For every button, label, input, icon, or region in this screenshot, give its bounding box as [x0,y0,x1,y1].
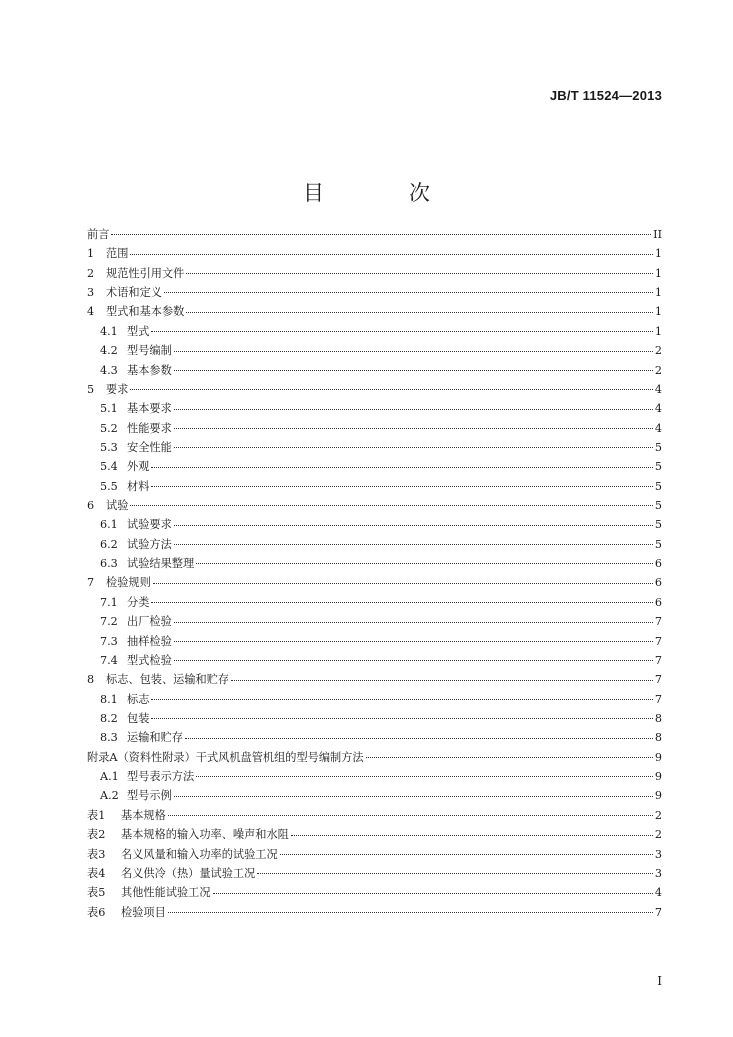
toc-entry-title: 基本要求 [127,402,172,416]
toc-entry[interactable] [87,573,662,592]
toc-entry-page: 4 [654,421,662,435]
toc-entry-title: 检验项目 [121,905,166,919]
toc-entry-number: 7.1 [100,595,118,609]
toc-entry-page: 2 [654,363,662,377]
toc-dot-leader [174,659,653,661]
toc-entry-title: 试验要求 [127,518,172,532]
toc-entry-page: 1 [654,266,662,280]
toc-entry-number: 5.1 [100,402,118,416]
toc-entry-number: 5.2 [100,421,118,435]
toc-dot-leader [151,485,652,487]
toc-entry-page: 1 [654,286,662,300]
toc-entry-number: 3 [87,286,95,300]
page-number: I [657,974,662,988]
toc-entry[interactable] [87,283,662,302]
toc-entry-title: 试验 [106,499,129,513]
toc-entry-title: 术语和定义 [106,286,162,300]
toc-entry-title: 包装 [127,711,150,725]
toc-entry[interactable] [87,903,662,922]
toc-entry-page: 2 [654,808,662,822]
toc-dot-leader [366,756,653,758]
toc-entry-title: 其他性能试验工况 [121,886,211,900]
toc-dot-leader [174,369,653,371]
toc-entry-page: 1 [654,305,662,319]
toc-dot-leader [130,253,652,255]
toc-entry-number: 表4 [87,866,106,880]
toc-entry-title: 名义供冷（热）量试验工况 [121,866,256,880]
toc-entry-page: 8 [654,711,662,725]
toc-dot-leader [130,388,652,390]
toc-entry-title: 运输和贮存 [127,731,183,745]
toc-dot-leader [151,330,652,332]
toc-entry-title: 抽样检验 [127,634,172,648]
toc-entry-title: 基本规格 [121,808,166,822]
toc-dot-leader [151,601,652,603]
toc-entry-page: 1 [654,247,662,261]
toc-dot-leader [174,350,653,352]
toc-entry-number: 8.1 [100,692,118,706]
toc-entry[interactable] [87,244,662,263]
toc-entry-number: 7 [87,576,95,590]
toc-entry-title: 附录A（资料性附录）干式风机盘管机组的型号编制方法 [87,750,364,764]
toc-entry[interactable] [87,496,662,515]
toc-entry-page: 8 [654,731,662,745]
toc-entry-title: 材料 [127,479,150,493]
toc-entry-number: 5.3 [100,440,118,454]
toc-entry-number: 6 [87,499,95,513]
toc-entry-title: 规范性引用文件 [106,266,185,280]
toc-entry-page: 6 [654,557,662,571]
toc-entry-page: 7 [654,673,662,687]
toc-entry[interactable] [87,767,662,786]
toc-entry-number: A.1 [100,770,119,784]
toc-entry-title: 外观 [127,460,150,474]
toc-dot-leader [174,543,653,545]
toc-entry-number: 1 [87,247,95,261]
toc-entry-number: 表5 [87,886,106,900]
toc-entry[interactable] [87,806,662,825]
toc-entry-number: 2 [87,266,95,280]
toc-entry-page: 7 [654,905,662,919]
toc-entry-number: 7.2 [100,615,118,629]
toc-dot-leader [151,466,652,468]
toc-entry-title: 要求 [106,382,129,396]
toc-entry-title: 型号示例 [127,789,172,803]
toc-entry-title: 型式和基本参数 [106,305,185,319]
toc-entry-title: 名义风量和输入功率的试验工况 [121,847,278,861]
toc-entry-number: 6.2 [100,537,118,551]
toc-entry[interactable] [87,457,662,476]
toc-entry-number: 7.3 [100,634,118,648]
toc-entry[interactable] [87,670,662,689]
toc-entry[interactable] [87,477,662,496]
toc-entry-title: 性能要求 [127,421,172,435]
toc-entry-title: 型号编制 [127,344,172,358]
toc-entry[interactable] [87,380,662,399]
toc-entry-page: 4 [654,886,662,900]
toc-entry-page: 3 [654,847,662,861]
toc-entry[interactable] [87,399,662,418]
toc-dot-leader [186,311,653,313]
toc-entry-title: 试验方法 [127,537,172,551]
toc-dot-leader [164,291,653,293]
toc-dot-leader [280,853,653,855]
toc-entry[interactable] [87,651,662,670]
toc-entry-title: 标志 [127,692,150,706]
toc-entry-title: 试验结果整理 [127,557,195,571]
toc-entry[interactable] [87,361,662,380]
toc-entry-number: 5.5 [100,479,118,493]
toc-entry-page: II [653,228,662,241]
toc-entry-title: 前言 [87,228,110,241]
toc-entry[interactable] [87,709,662,728]
toc-entry-page: 5 [654,499,662,513]
toc-dot-leader [151,698,652,700]
toc-entry-title: 出厂检验 [127,615,172,629]
toc-entry[interactable] [87,515,662,534]
toc-entry-number: 6.1 [100,518,118,532]
toc-entry-number: 7.4 [100,653,118,667]
toc-dot-leader [174,640,653,642]
toc-entry[interactable] [87,225,662,244]
toc-entry-number: 4 [87,305,95,319]
toc-entry-number: 6.3 [100,557,118,571]
toc-entry-title: 标志、包装、运输和贮存 [106,673,230,687]
toc-dot-leader [174,427,653,429]
toc-dot-leader [151,717,652,719]
standard-code: JB/T 11524—2013 [549,88,662,103]
toc-entry[interactable] [87,883,662,902]
toc-entry[interactable] [87,302,662,321]
toc-entry-number: 表3 [87,847,106,861]
toc-entry-number: 表6 [87,905,106,919]
toc-entry-page: 7 [654,653,662,667]
toc-entry[interactable] [87,535,662,554]
toc-entry-number: 4.1 [100,324,118,338]
page-title: 目 次 [303,181,462,206]
toc-entry-page: 5 [654,479,662,493]
toc-entry-page: 7 [654,615,662,629]
toc-entry-number: A.2 [100,789,119,803]
toc-entry-number: 表1 [87,808,106,822]
toc-entry[interactable] [87,825,662,844]
toc-dot-leader [213,892,653,894]
toc-dot-leader [185,737,653,739]
toc-entry-page: 5 [654,460,662,474]
toc-entry[interactable] [87,341,662,360]
toc-entry-page: 5 [654,537,662,551]
toc-entry-page: 4 [654,382,662,396]
toc-dot-leader [174,408,653,410]
toc-entry-page: 3 [654,866,662,880]
toc-entry-page: 6 [654,595,662,609]
toc-entry-page: 4 [654,402,662,416]
toc-entry[interactable] [87,419,662,438]
toc-entry-page: 9 [654,750,662,764]
toc-dot-leader [174,621,653,623]
toc-entry-title: 基本规格的输入功率、噪声和水阻 [121,828,289,842]
toc-entry[interactable] [87,845,662,864]
toc-entry[interactable] [87,748,662,767]
toc-entry[interactable] [87,786,662,805]
toc-dot-leader [168,911,653,913]
toc-entry[interactable] [87,593,662,612]
toc-dot-leader [196,562,653,564]
toc-entry-number: 表2 [87,828,106,842]
toc-entry-number: 5.4 [100,460,118,474]
toc-entry-number: 5 [87,382,95,396]
toc-dot-leader [186,272,653,274]
toc-entry[interactable] [87,864,662,883]
toc-entry-number: 8.3 [100,731,118,745]
toc-entry-page: 2 [654,828,662,842]
toc-entry[interactable] [87,264,662,283]
toc-entry-page: 1 [654,324,662,338]
toc-entry[interactable] [87,438,662,457]
toc-entry-number: 4.2 [100,344,118,358]
toc-entry-number: 8 [87,673,95,687]
toc-entry[interactable] [87,612,662,631]
toc-entry-page: 9 [654,770,662,784]
toc-entry-number: 4.3 [100,363,118,377]
toc-dot-leader [231,679,653,681]
toc-entry-page: 5 [654,440,662,454]
toc-entry-title: 基本参数 [127,363,172,377]
toc-entry-title: 分类 [127,595,150,609]
toc-entry-title: 安全性能 [127,440,172,454]
toc-dot-leader [174,795,653,797]
toc-entry-number: 8.2 [100,711,118,725]
toc-dot-leader [291,834,653,836]
toc-entry[interactable] [87,690,662,709]
toc-entry[interactable] [87,322,662,341]
toc-entry[interactable] [87,728,662,747]
toc-entry-page: 6 [654,576,662,590]
toc-entry-page: 2 [654,344,662,358]
toc-entry[interactable] [87,632,662,651]
toc-dot-leader [130,504,652,506]
toc-dot-leader [196,775,653,777]
toc-entry-title: 型式 [127,324,150,338]
table-of-contents [87,225,662,922]
toc-dot-leader [174,524,653,526]
toc-entry-page: 9 [654,789,662,803]
toc-entry-title: 范围 [106,247,129,261]
toc-entry-page: 7 [654,692,662,706]
toc-dot-leader [257,872,653,874]
toc-entry-page: 7 [654,634,662,648]
toc-dot-leader [174,446,653,448]
toc-entry-title: 型号表示方法 [127,770,195,784]
toc-entry-title: 检验规则 [106,576,151,590]
toc-dot-leader [111,233,651,235]
toc-entry-title: 型式检验 [127,653,172,667]
toc-dot-leader [168,814,653,816]
toc-entry[interactable] [87,554,662,573]
toc-dot-leader [153,582,653,584]
toc-entry-page: 5 [654,518,662,532]
